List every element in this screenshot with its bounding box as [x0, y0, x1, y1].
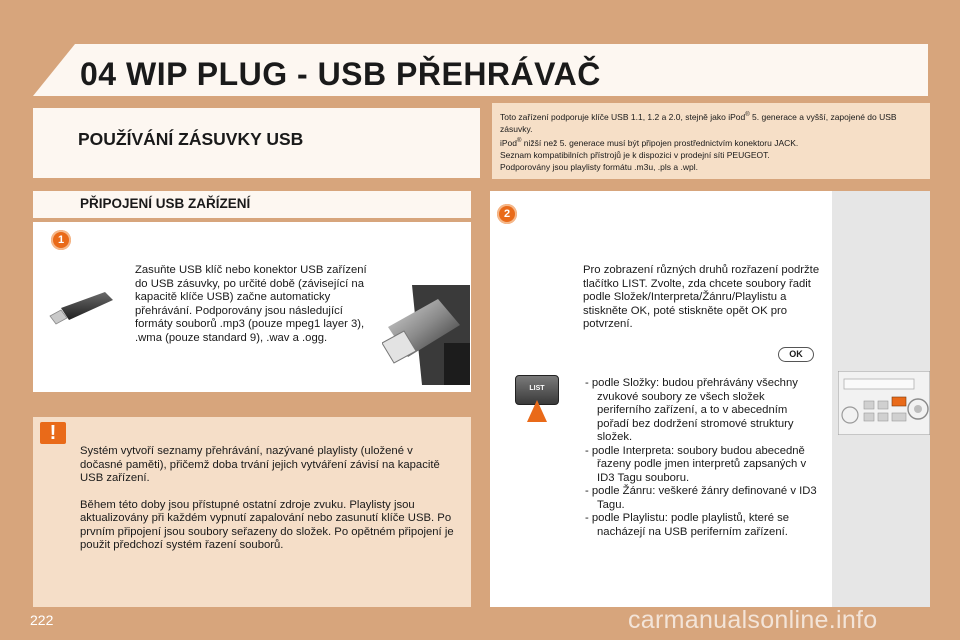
page-number: 222 [30, 612, 54, 628]
info-line2-sup: ® [517, 137, 522, 144]
info-line4: Podporovány jsou playlisty formátu .m3u, .pls a .wpl. [500, 161, 698, 172]
radio-unit-illustration [838, 371, 930, 435]
warning-paragraph-2: Během této doby jsou přístupné ostatní zdroje zvuku. Playlisty jsou aktualizovány při každém vypnutí zapalování nebo zasunutí klíče USB. Po prvním připojení jsou soubory seřazeny do složek. Po opětném připojení je použit předchozí systém řazení souborů. [80, 498, 454, 551]
list-item: - podle Playlistu: podle playlistů, které se nacházejí na USB periferním zařízení. [585, 512, 790, 538]
list-item: - podle Interpreta: soubory budou abecedně řazeny podle jmen interpretů zapsaných v ID3 Tagu souboru. [585, 444, 807, 484]
watermark: carmanualsonline.info [628, 606, 878, 634]
step2-badge: 2 [497, 204, 517, 224]
list-item: - podle Složky: budou přehrávány všechny zvukové soubory ze všech složek periferního zařízení, a to v abecedním pořadí bez dodržení stromové struktury složek. [585, 377, 798, 443]
page-title: 04 WIP PLUG - USB PŘEHRÁVAČ [80, 56, 601, 92]
usb-stick-icon [47, 286, 117, 330]
info-line3: Seznam kompatibilních přístrojů je k dispozici v prodejní síti PEUGEOT. [500, 149, 770, 160]
step1-badge: 1 [51, 230, 71, 250]
list-item: - podle Žánru: veškeré žánry definované v ID3 Tagu. [585, 485, 817, 511]
warning-paragraph-1: Systém vytvoří seznamy přehrávání, nazývané playlisty (uložené v dočasné paměti), přičemž doba trvání jejich vytváření závisí na kapacitě USB zařízení. [80, 445, 440, 484]
info-line2-b: nižší než 5. generace musí být připojen prostřednictvím konektoru JACK. [521, 137, 799, 148]
list-button[interactable]: LIST [515, 375, 559, 405]
press-arrow-icon [527, 400, 547, 422]
step1-text: Zasuňte USB klíč nebo konektor USB zařízení do USB zásuvky, po určité době (závisející na kapacitě klíče USB) začne automaticky přehrávání. Podporovány jsou následující formáty souborů .mp3 (pouze mpeg1 layer 3), .wma (pouze standard 9), .wav a .ogg. [135, 264, 367, 344]
warning-text [80, 445, 455, 566]
info-line1-b: 5. generace a vyšší, zapojené do USB zásuvky. [500, 111, 897, 134]
warning-icon: ! [40, 422, 66, 444]
info-line1-a: Toto zařízení podporuje klíče USB 1.1, 1.2 a 2.0, stejně jako iPod [500, 111, 746, 122]
info-line1-sup: ® [745, 112, 750, 118]
usb-socket-photo [382, 285, 470, 385]
sort-options-list [585, 377, 820, 539]
section-heading: POUŽÍVÁNÍ ZÁSUVKY USB [78, 129, 304, 149]
info-line2-a: iPod [500, 137, 518, 148]
subsection-heading: PŘIPOJENÍ USB ZAŘÍZENÍ [80, 196, 251, 211]
info-text [500, 109, 925, 173]
step2-text: Pro zobrazení různých druhů rozřazení podržte tlačítko LIST. Zvolte, zda chcete soubory řadit podle Složek/Interpreta/Žánru/Playlistu a stiskněte OK, poté stiskněte opět OK pro potvrzení. [583, 264, 820, 330]
ok-button[interactable]: OK [778, 347, 814, 362]
